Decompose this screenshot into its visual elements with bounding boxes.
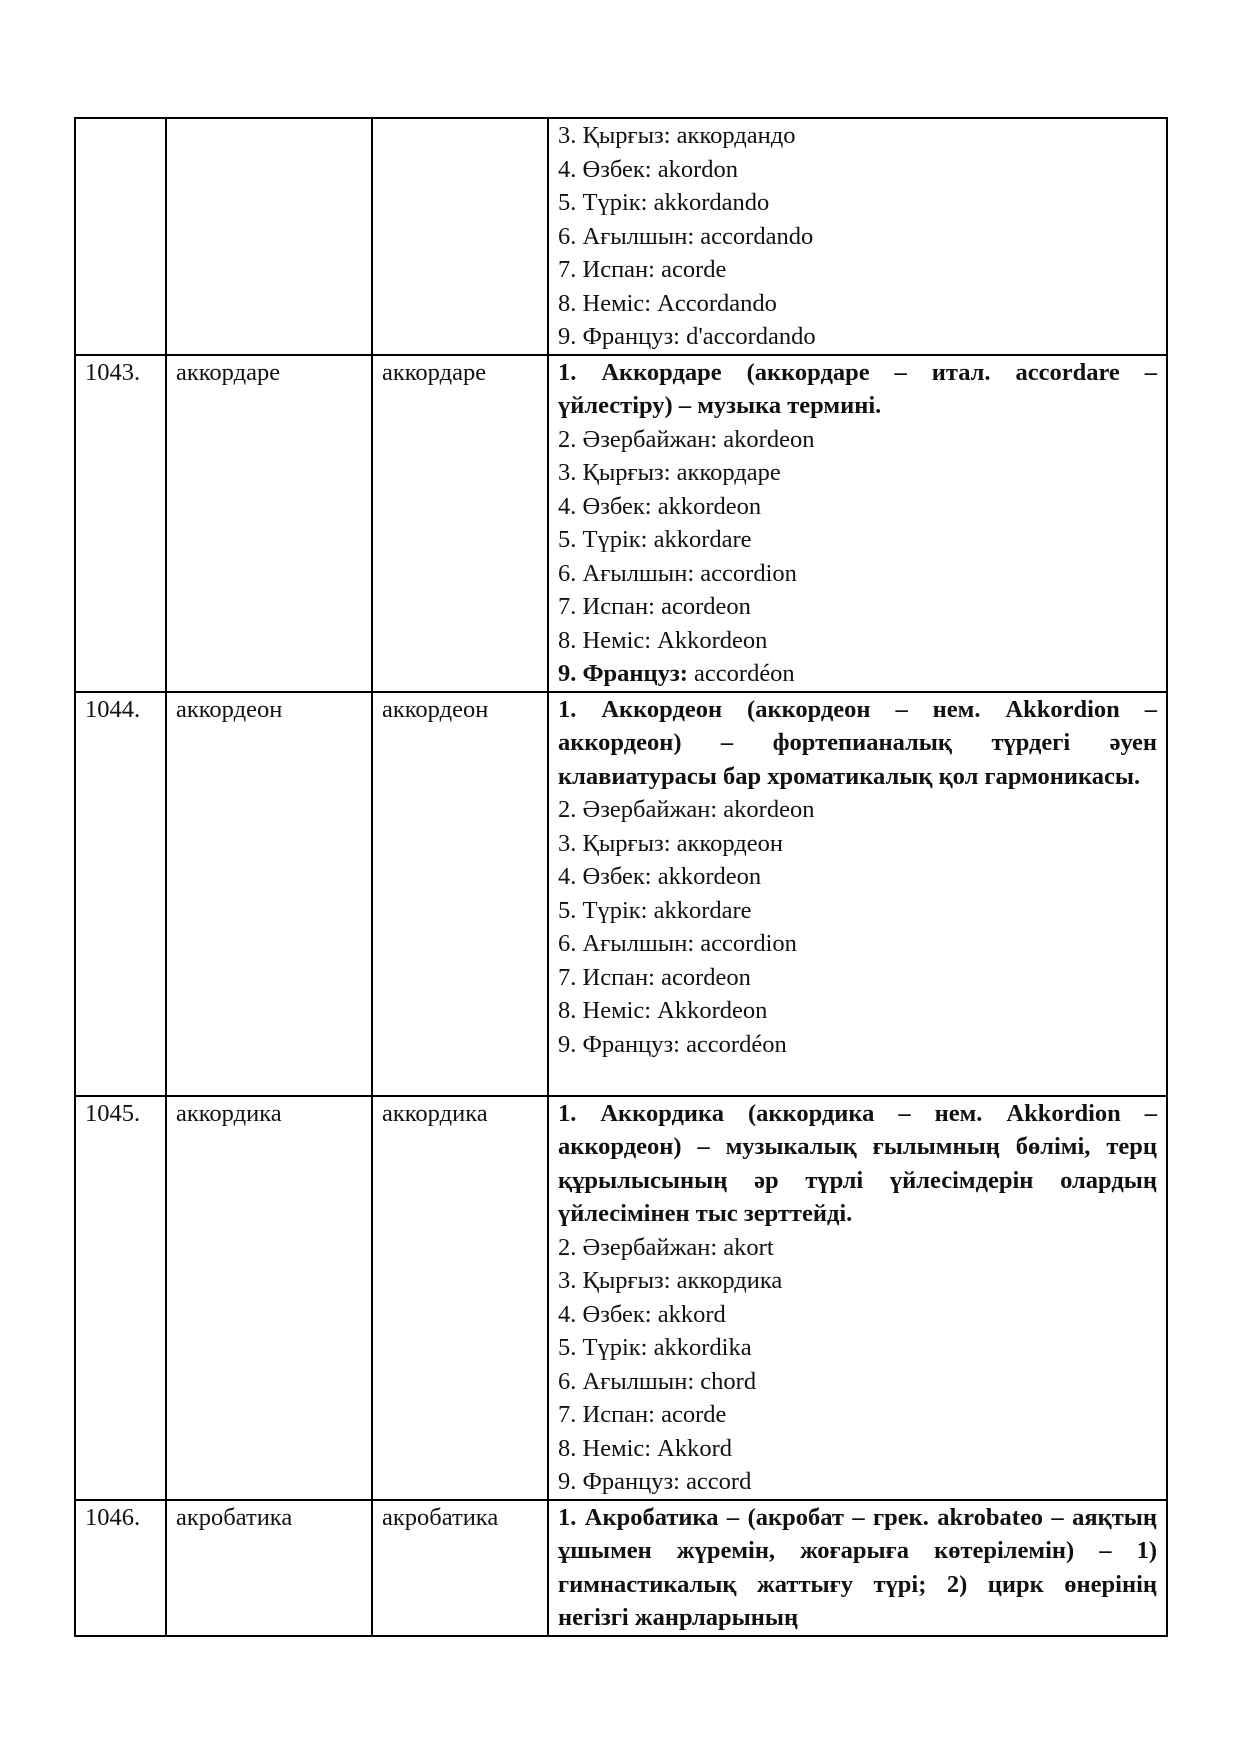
term-cell: [166, 355, 372, 692]
translation-line: 8. Неміс: Akkordeon: [558, 997, 768, 1024]
term-cell: [166, 118, 372, 355]
definition-cell: [548, 355, 1167, 692]
definition-text: 1. Аккордеон (аккордеон – нем. Akkordion – аккордеон) – фортепианалық түрдегі әуен клавиатурасы бар хроматикалық қол гармоникасы.: [558, 695, 1157, 790]
translation-label: 9. Француз:: [558, 660, 688, 687]
translation-line: 7. Испан: acorde: [558, 1401, 727, 1428]
term-variant: аккордика: [382, 1099, 488, 1127]
entry-number-cell: [75, 692, 166, 1096]
dictionary-table: [74, 117, 1168, 1637]
definition-text: 1. Аккордика (аккордика – нем. Akkordion – аккордеон) – музыкалық ғылымның бөлімі, терц құрылысының әр түрлі үйлесімдерін олардың үйлесімінен тыс зерттейді.: [558, 1099, 1157, 1227]
definition-cell: [548, 692, 1167, 1096]
translation-line: 3. Қырғыз: аккордеон: [558, 829, 783, 857]
translation-line: [558, 657, 1157, 691]
translation-line: 4. Өзбек: akkordeon: [558, 863, 762, 890]
translation-line: 3. Қырғыз: аккордандо: [558, 122, 796, 149]
entry-number: 1046.: [85, 1503, 141, 1531]
definition-text: 1. Акробатика – (акробат – грек. akrobateo – аяқтың ұшымен жүремін, жоғарыға көтерілемін) – 1) гимнастикалық жаттығу түрі; 2) цирк өнерінің негізгі жанрларының: [558, 1503, 1157, 1631]
term: аккордаре: [176, 358, 281, 386]
table-row: [75, 1500, 1167, 1636]
translation-line: 4. Өзбек: akkord: [558, 1300, 726, 1328]
translation-line: 6. Ағылшын: accordando: [558, 222, 814, 250]
term-cell: [166, 1500, 372, 1636]
translation-line: 9. Француз: d'accordando: [558, 323, 816, 350]
translation-line: 6. Ағылшын: accordion: [558, 559, 797, 587]
term-variant: аккордаре: [382, 358, 487, 386]
term-variant-cell: [372, 692, 548, 1096]
entry-number-cell: [75, 118, 166, 355]
translation-line: 7. Испан: acordeon: [558, 593, 751, 620]
entry-number-cell: [75, 1500, 166, 1636]
entry-number: 1043.: [85, 358, 141, 386]
translation-line: 9. Француз: accordéon: [558, 1030, 787, 1058]
translation-value: accordéon: [687, 660, 795, 687]
translation-line: 7. Испан: acordeon: [558, 963, 751, 991]
entry-number-cell: [75, 1096, 166, 1500]
translation-line: 4. Өзбек: akkordeon: [558, 492, 762, 520]
term: акробатика: [176, 1503, 293, 1531]
translation-line: 6. Ағылшын: chord: [558, 1367, 757, 1395]
definition-cell: [548, 118, 1167, 355]
term-variant: аккордеон: [382, 695, 489, 723]
translation-line: 2. Әзербайжан: akort: [558, 1233, 774, 1261]
translation-line: 6. Ағылшын: accordion: [558, 930, 797, 957]
translation-line: 5. Түрік: akkordare: [558, 526, 752, 553]
translation-line: 5. Түрік: akkordando: [558, 189, 770, 216]
term-cell: [166, 692, 372, 1096]
entry-number: 1044.: [85, 695, 141, 723]
translation-line: 4. Өзбек: akordon: [558, 155, 739, 183]
translation-line: 9. Француз: accord: [558, 1468, 752, 1495]
definition-cell: [548, 1096, 1167, 1500]
table-row: [75, 355, 1167, 692]
definition-cell: [548, 1500, 1167, 1636]
translation-line: 3. Қырғыз: аккордика: [558, 1267, 783, 1294]
table-row: [75, 1096, 1167, 1500]
term-variant-cell: [372, 355, 548, 692]
term-variant-cell: [372, 1096, 548, 1500]
table-row: [75, 118, 1167, 355]
entry-number-cell: [75, 355, 166, 692]
translation-line: 8. Неміс: Akkord: [558, 1434, 733, 1462]
term-cell: [166, 1096, 372, 1500]
entry-number: 1045.: [85, 1099, 141, 1127]
translation-line: 5. Түрік: akkordika: [558, 1334, 752, 1361]
term: аккордеон: [176, 695, 283, 723]
term-variant-cell: [372, 118, 548, 355]
table-row: [75, 692, 1167, 1096]
term: аккордика: [176, 1099, 282, 1127]
translation-line: 2. Әзербайжан: akordeon: [558, 796, 815, 823]
term-variant: акробатика: [382, 1503, 499, 1531]
translation-line: 7. Испан: acorde: [558, 256, 727, 283]
translation-line: 3. Қырғыз: аккордаре: [558, 459, 781, 486]
definition-text: 1. Аккордаре (аккордаре – итал. accordare – үйлестіру) – музыка термині.: [558, 358, 1157, 419]
translation-line: 5. Түрік: akkordare: [558, 896, 752, 924]
translation-line: 8. Неміс: Accordando: [558, 289, 777, 317]
term-variant-cell: [372, 1500, 548, 1636]
translation-line: 2. Әзербайжан: akordeon: [558, 425, 815, 453]
translation-line: 8. Неміс: Akkordeon: [558, 626, 768, 654]
